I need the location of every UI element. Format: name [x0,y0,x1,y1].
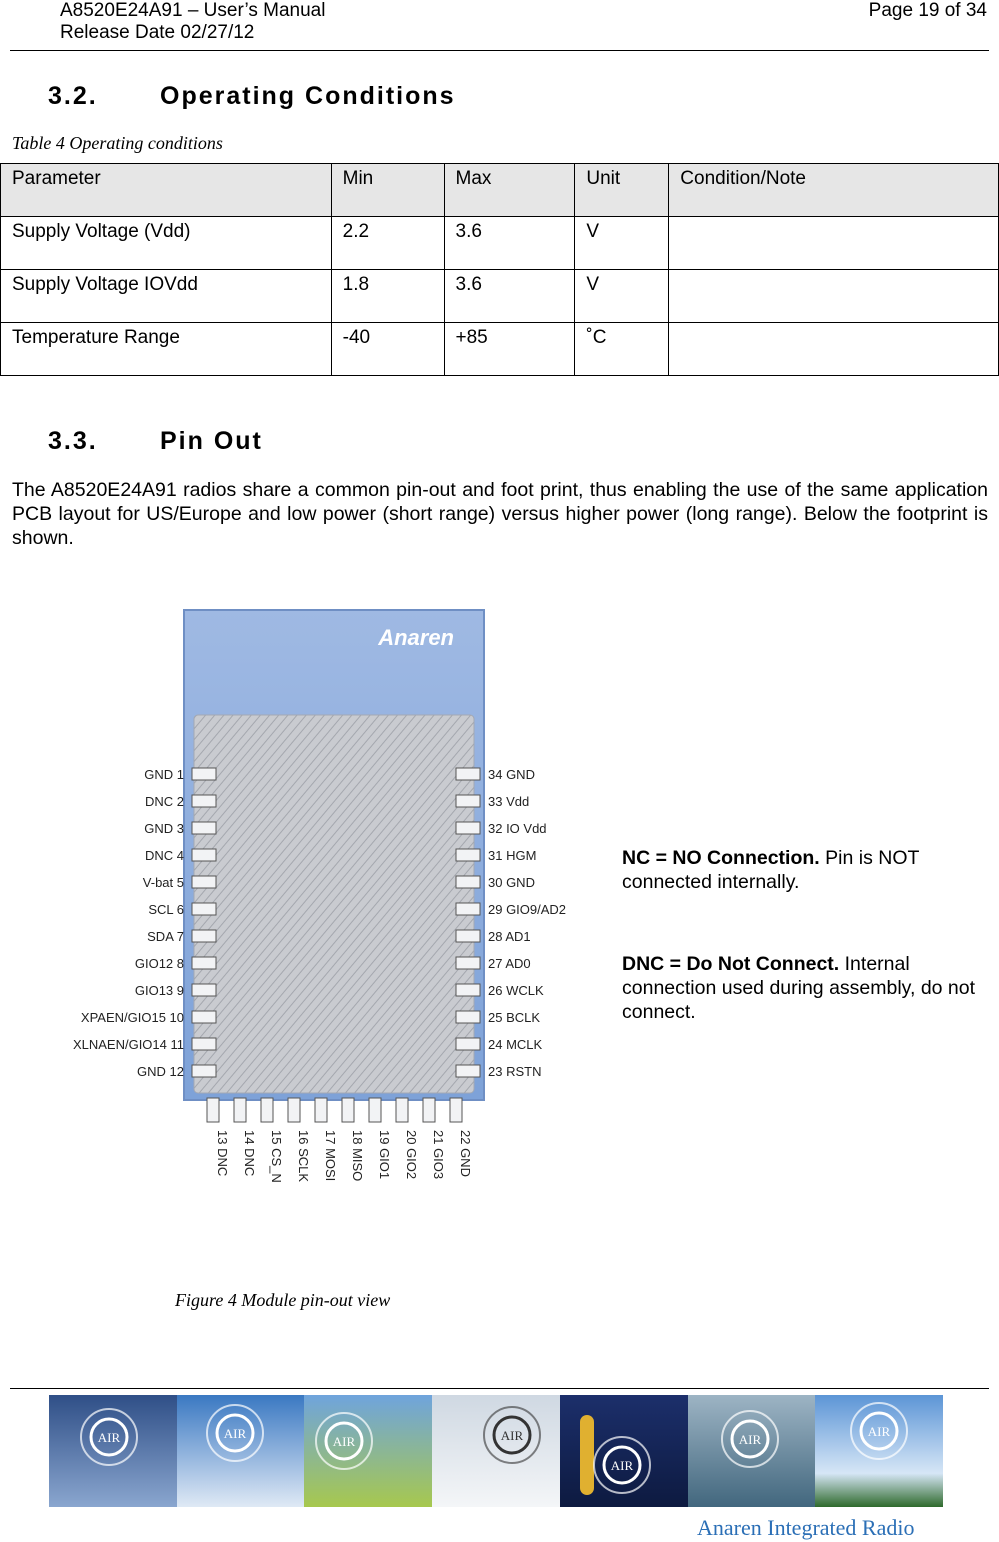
pin-pad [456,903,480,915]
table-header-row [1,164,999,217]
pin-label: 27 AD0 [488,956,531,971]
table-cell: Supply Voltage IOVdd [1,270,332,323]
pin-label: XLNAEN/GIO14 11 [72,1037,184,1052]
pin-pad [456,1011,480,1023]
pin-pad [456,930,480,942]
pin-label: 31 HGM [488,848,537,863]
table-cell [669,217,999,270]
pin-pad [192,1011,216,1023]
pin-label: V-bat 5 [142,875,184,890]
banner-tile-kayaker [688,1395,816,1507]
nc-note [622,846,982,894]
pin-label: SDA 7 [147,929,184,944]
pin-label: DNC 2 [144,794,184,809]
banner-tile-skater [49,1395,177,1507]
pin-pad [192,957,216,969]
section-heading-pinout [48,427,263,456]
pin-pad [456,957,480,969]
pin-label: 17 MOSI [323,1130,338,1182]
pin-label: 22 GND [458,1130,473,1177]
pin-label: 33 Vdd [488,794,530,809]
pin-label: XPAEN/GIO15 10 [80,1010,184,1025]
page-number: Page 19 of 34 [868,0,987,21]
doc-title: A8520E24A91 – User’s Manual [60,0,326,21]
header-cell: Unit [575,164,669,217]
pin-pad [288,1098,300,1122]
pin-label: GND 12 [137,1064,184,1079]
pin-pad [192,1065,216,1077]
section-number: 3.2. [48,82,98,110]
air-badge: AIR [333,1434,356,1449]
pin-label: 21 GIO3 [431,1130,446,1180]
shield-can [194,715,474,1093]
section-title: Operating Conditions [160,82,456,110]
banner-tile-surfer [560,1395,688,1507]
header-cell: Max [444,164,575,217]
release-date: Release Date 02/27/12 [60,22,255,43]
pin-pad [192,876,216,888]
pin-pad [192,903,216,915]
banner-tile-rollerblader [815,1395,943,1507]
table-cell [669,270,999,323]
header-cell: Condition/Note [669,164,999,217]
pin-pad [456,876,480,888]
pin-label: 25 BCLK [488,1010,541,1025]
pin-pad [456,822,480,834]
table-cell [669,323,999,376]
pin-label: 16 SCLK [296,1130,311,1183]
air-badge: AIR [223,1426,246,1441]
pin-pad [192,795,216,807]
table-cell: V [575,270,669,323]
figure-caption: Figure 4 Module pin-out view [175,1290,391,1310]
pin-pad [456,984,480,996]
pin-pad [369,1098,381,1122]
pin-pad [456,795,480,807]
section-title: Pin Out [160,427,263,455]
table-cell: +85 [444,323,575,376]
section-number: 3.3. [48,427,98,455]
pin-pad [234,1098,246,1122]
header-cell: Parameter [1,164,332,217]
pin-label: 15 CS_N [269,1130,284,1183]
pin-label: 29 GIO9/AD2 [488,902,567,917]
pin-pad [456,1038,480,1050]
air-badge: AIR [97,1430,121,1445]
doc-header [60,0,325,44]
header-rule [10,50,989,51]
module-brand-logo: Anaren [378,625,454,650]
section-heading-operating [48,82,456,111]
pin-label: 23 RSTN [488,1064,542,1079]
pin-pad [342,1098,354,1122]
pin-label: 18 MISO [350,1130,365,1182]
air-badge: AIR [610,1458,634,1473]
pin-label: 28 AD1 [488,929,531,944]
banner-tile-snowboarder [432,1395,560,1507]
dnc-note [622,952,982,1024]
operating-conditions-table [0,163,999,376]
bottom-pin-row [207,1098,473,1183]
air-badge: AIR [738,1432,761,1447]
table-cell: 3.6 [444,217,575,270]
pin-label: GND 3 [144,821,184,836]
banner-tile-cyclist [304,1395,432,1507]
pin-label: GIO12 8 [134,956,184,971]
pin-label: 19 GIO1 [377,1130,392,1180]
pin-pad [192,984,216,996]
table-cell: Temperature Range [1,323,332,376]
footer-brand: Anaren Integrated Radio [697,1515,915,1540]
pin-label: DNC 4 [144,848,184,863]
pin-pad [261,1098,273,1122]
pin-label: 13 DNC [215,1130,230,1177]
pin-label: SCL 6 [148,902,184,917]
pin-pad [192,768,216,780]
footer-banner [49,1395,943,1507]
air-badge: AIR [868,1424,891,1439]
module-pinout-diagram [0,600,600,1200]
table-row [1,323,999,376]
nc-note-term: NC = NO Connection. [622,847,820,869]
table-cell: ˚C [575,323,669,376]
pin-label: 32 IO Vdd [488,821,547,836]
table-cell: -40 [331,323,444,376]
pin-label: 30 GND [488,875,535,890]
pin-pad [192,822,216,834]
pin-label: 24 MCLK [488,1037,543,1052]
pin-label: 14 DNC [242,1130,257,1177]
pin-pad [450,1098,462,1122]
air-badge: AIR [500,1428,524,1443]
pin-pad [315,1098,327,1122]
table-caption: Table 4 Operating conditions [12,133,223,153]
dnc-note-term: DNC = Do Not Connect. [622,953,840,975]
table-row [1,217,999,270]
pin-pad [192,930,216,942]
table-row [1,270,999,323]
pin-pad [456,849,480,861]
table-cell: V [575,217,669,270]
pin-label: 26 WCLK [488,983,544,998]
pin-label: GND 1 [144,767,184,782]
banner-tile-skier [177,1395,305,1507]
pin-pad [423,1098,435,1122]
pin-pad [207,1098,219,1122]
pin-pad [396,1098,408,1122]
pin-pad [456,768,480,780]
pin-pad [192,1038,216,1050]
nc-note-text: Pin is NOT connected internally. [622,847,920,893]
dnc-note-text: Internal connection used during assembly, do not connect. [622,953,976,1023]
pin-pad [192,849,216,861]
pin-label: GIO13 9 [134,983,184,998]
footer-rule [10,1388,989,1389]
header-cell: Min [331,164,444,217]
pin-pad [456,1065,480,1077]
table-cell: 2.2 [331,217,444,270]
table-cell: Supply Voltage (Vdd) [1,217,332,270]
pin-label: 34 GND [488,767,535,782]
table-cell: 1.8 [331,270,444,323]
pin-label: 20 GIO2 [404,1130,419,1180]
pinout-paragraph: The A8520E24A91 radios share a common pin-out and foot print, thus enabling the use of the same application PCB layout for US/Europe and low power (short range) versus higher power (long range). Below the footprint is shown. [12,479,988,549]
table-cell: 3.6 [444,270,575,323]
